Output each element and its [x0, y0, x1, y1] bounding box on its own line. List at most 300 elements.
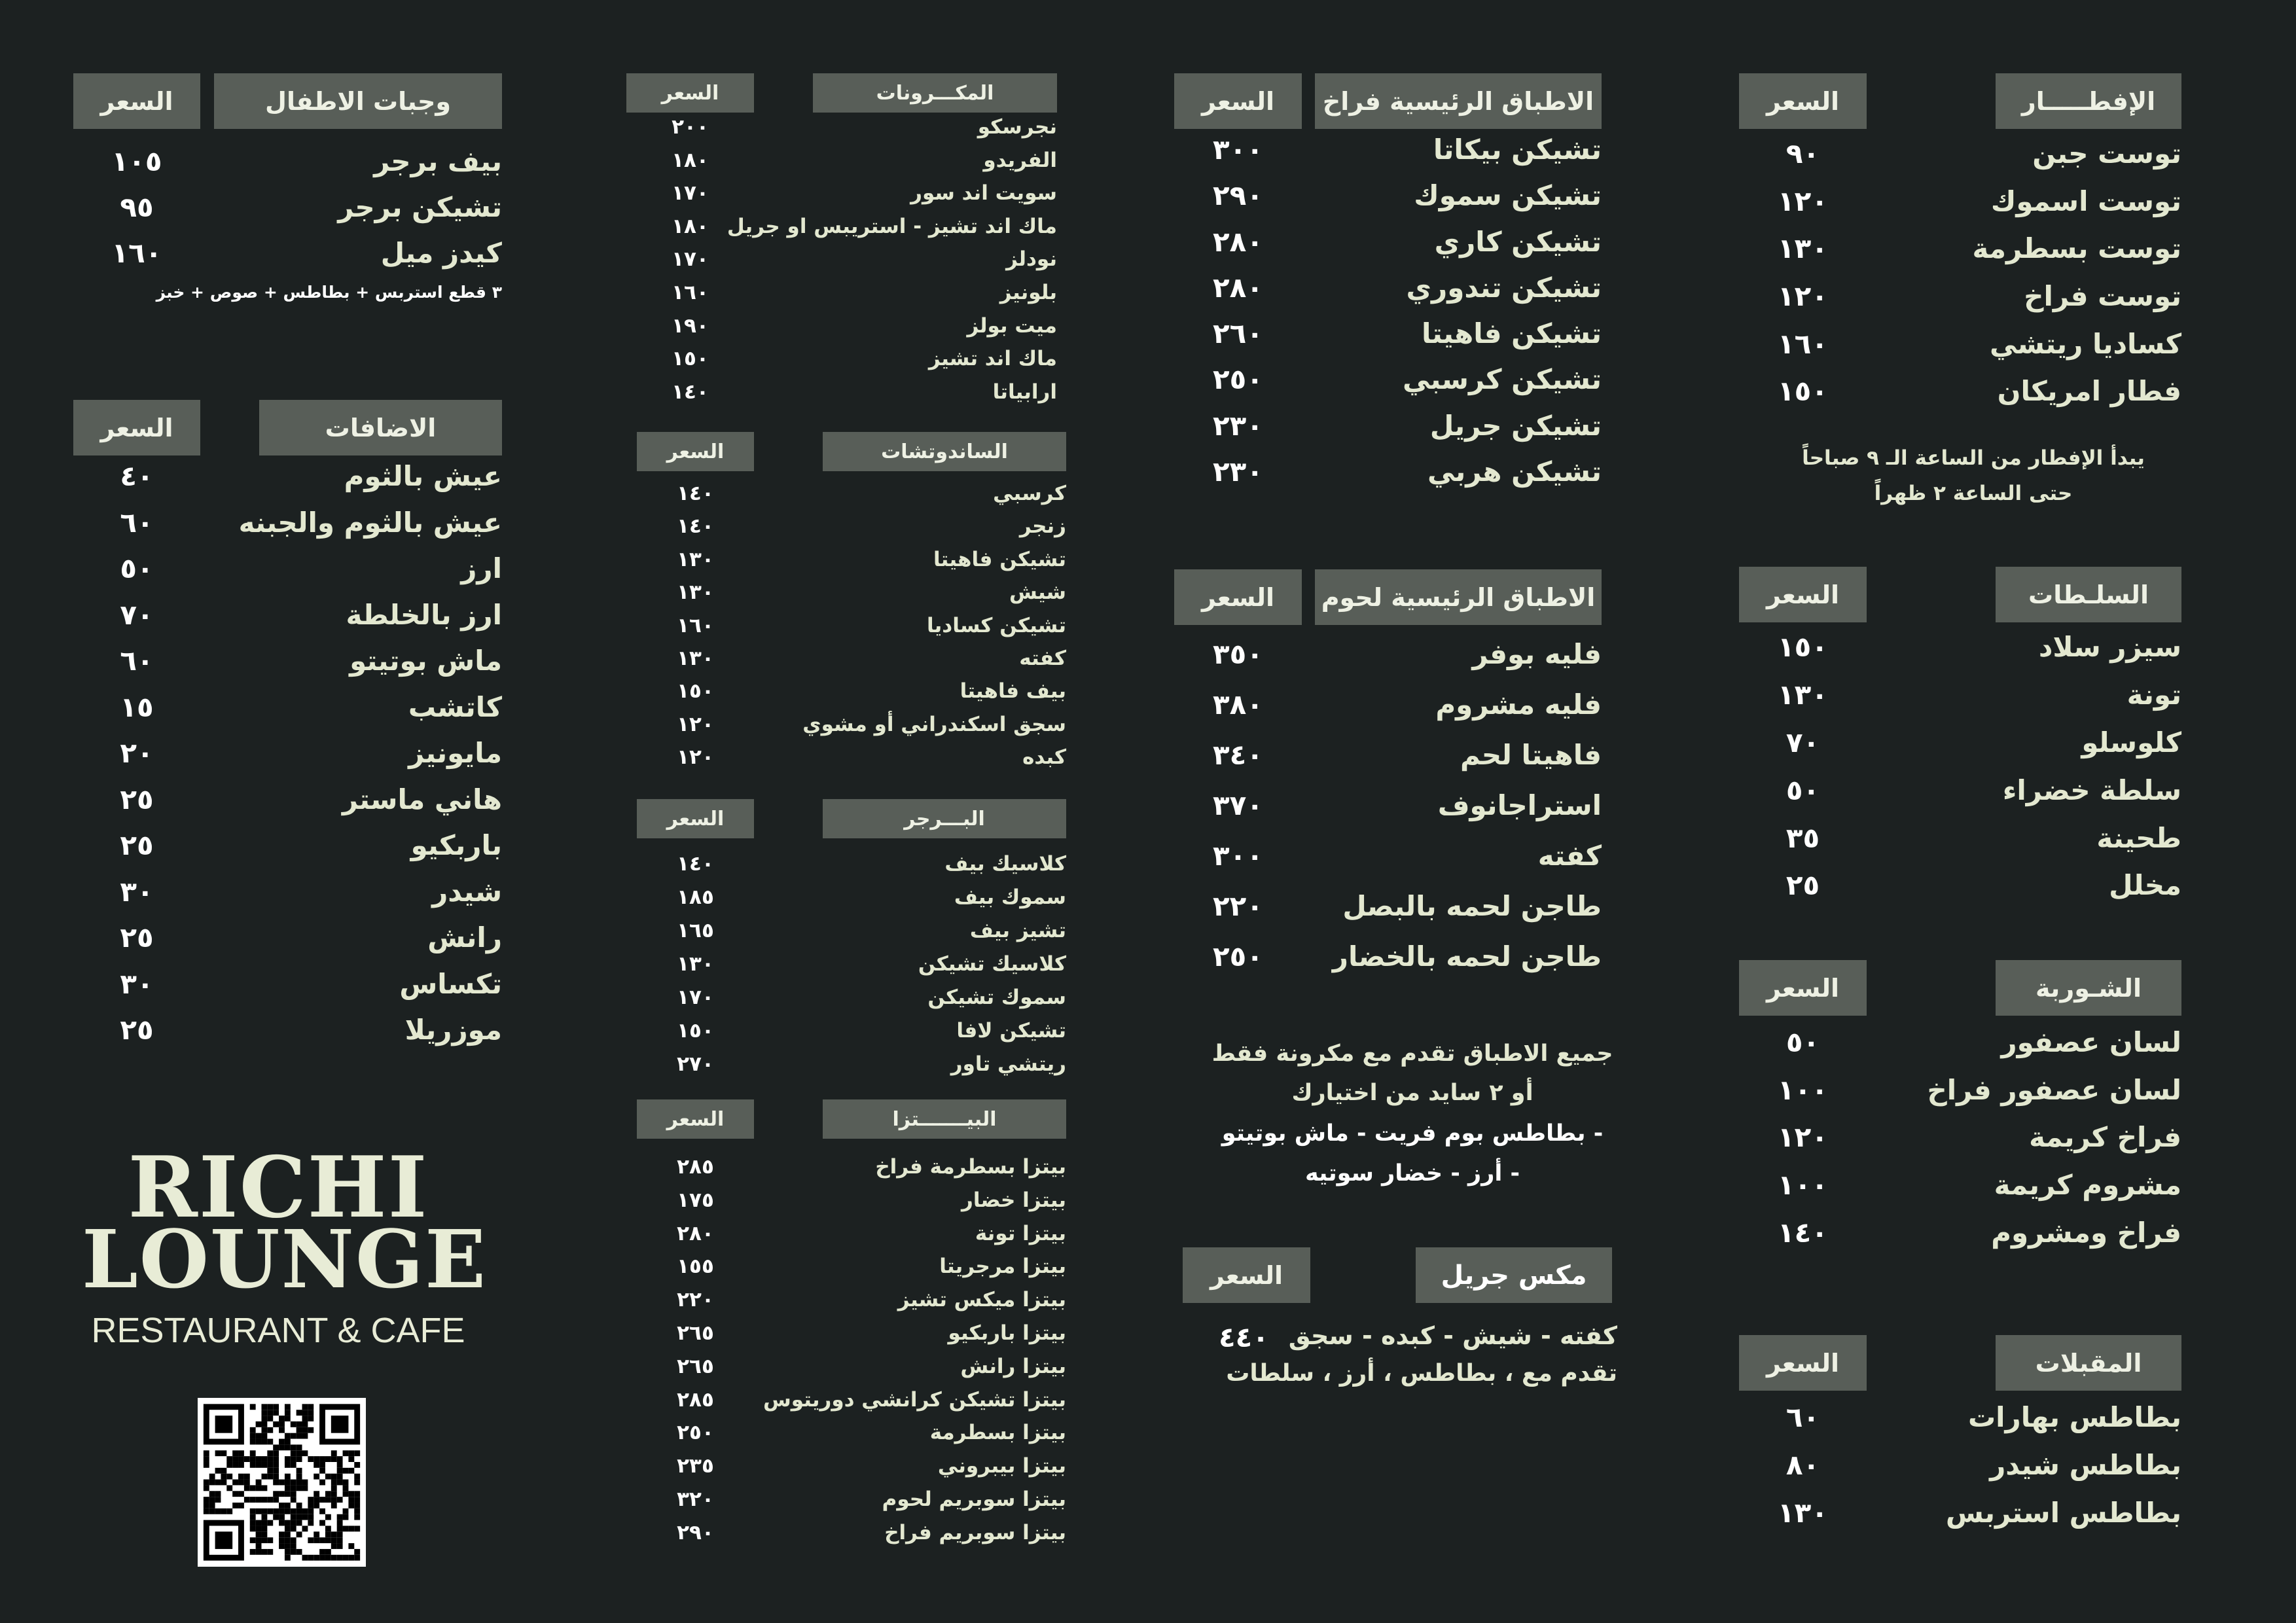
item-name: الفريدو — [983, 148, 1057, 172]
section-title: المكـــرونات — [813, 73, 1057, 113]
item-price: ١٠٠ — [1778, 1073, 1828, 1106]
menu-item — [1174, 363, 1602, 409]
menu-item — [637, 1421, 1066, 1454]
item-price: ١٧٠ — [677, 986, 714, 1009]
item-name: تونة — [2126, 678, 2181, 711]
menu-item — [1739, 328, 2181, 376]
item-price: ١٣٠ — [677, 547, 714, 571]
item-price: ٣٠ — [120, 875, 154, 908]
item-price: ٧٠ — [1785, 726, 1820, 758]
menu-item — [73, 237, 502, 283]
price-header: السعر — [637, 432, 754, 471]
item-list — [1739, 631, 2181, 917]
menu-item — [637, 1019, 1066, 1052]
item-name: فليه بوفر — [1472, 638, 1602, 670]
menu-item — [1739, 679, 2181, 726]
item-name: زنجر — [1019, 514, 1066, 539]
menu-item — [73, 599, 502, 645]
item-name: ارز بالخلطة — [346, 598, 502, 631]
item-price: ٢٥٠ — [1213, 940, 1263, 972]
mains-note-line-2: أو ٢ سايد من اختيارك — [1291, 1080, 1534, 1106]
menu-item — [1174, 455, 1602, 501]
item-list — [637, 852, 1066, 1086]
item-name: عيش بالثوم — [344, 460, 502, 492]
item-name: بطاطس شيدر — [1990, 1449, 2181, 1481]
section-title: الاطباق الرئيسية فراخ — [1315, 73, 1602, 129]
menu-item — [626, 215, 1057, 248]
section-title: الإفطـــــار — [1996, 73, 2181, 129]
item-price: ٣٠ — [120, 967, 154, 1000]
item-name: بيتزا بسطرمة فراخ — [875, 1155, 1066, 1179]
menu-item — [637, 986, 1066, 1019]
item-price: ١٥٠ — [677, 679, 714, 704]
item-price: ٥٠ — [1785, 774, 1820, 806]
menu-item — [626, 247, 1057, 281]
item-name: لسان عصفور فراخ — [1927, 1073, 2181, 1106]
item-price: ١٦٠ — [677, 613, 714, 637]
item-price: ١٧٠ — [672, 247, 709, 272]
item-name: طحينة — [2096, 821, 2181, 854]
item-price: ١٥٠ — [1778, 631, 1828, 663]
item-price: ١٣٠ — [677, 952, 714, 976]
item-name: تشيكن لافا — [956, 1019, 1066, 1043]
item-price: ٥٠ — [1785, 1026, 1820, 1058]
price-header: السعر — [1739, 1335, 1867, 1391]
item-price: ٤٠ — [120, 460, 154, 492]
menu-item — [1739, 869, 2181, 917]
item-price: ٢٨٥ — [677, 1387, 714, 1412]
price-header: السعر — [626, 73, 754, 113]
item-list — [1739, 1026, 2181, 1264]
item-price: ١٣٠ — [1778, 678, 1828, 711]
menu-item — [1739, 631, 2181, 679]
item-name: طاجن لحمه بالخضار — [1332, 940, 1602, 972]
menu-item — [637, 482, 1066, 514]
item-price: ٦٠ — [120, 506, 154, 539]
item-price: ١٢٠ — [1778, 280, 1828, 313]
menu-item — [73, 191, 502, 237]
item-name: ميت بولز — [967, 313, 1057, 338]
menu-item — [1739, 1401, 2181, 1449]
item-price: ٢٥ — [120, 921, 154, 954]
item-price: ١٨٠ — [672, 148, 709, 172]
item-name: شيدر — [432, 875, 502, 908]
menu-item — [637, 713, 1066, 745]
item-name: عيش بالثوم والجبنه — [238, 506, 502, 539]
menu-item — [73, 552, 502, 599]
item-price: ١٥٠ — [672, 347, 709, 371]
item-price: ١٦٠ — [1778, 327, 1828, 360]
item-list — [1739, 1401, 2181, 1544]
item-price: ٥٠ — [120, 552, 154, 584]
item-price: ١٢٠ — [677, 745, 714, 770]
menu-item — [1739, 774, 2181, 822]
menu-item — [637, 952, 1066, 986]
item-name: بيتزا باربكيو — [948, 1321, 1066, 1345]
item-price: ٢٨٠ — [1213, 225, 1263, 258]
menu-item — [73, 645, 502, 691]
mix-grill-contents: كفته - شيش - كبده - سجق — [1288, 1321, 1617, 1350]
item-price: ٢٦٠ — [1213, 317, 1263, 350]
item-name: توست اسموك — [1990, 185, 2181, 217]
item-price: ١٧٠ — [672, 181, 709, 205]
menu-item — [1739, 1026, 2181, 1074]
menu-item — [1739, 232, 2181, 280]
item-price: ٣٥٠ — [1213, 638, 1263, 670]
item-name: فليه مشروم — [1435, 688, 1602, 721]
menu-item — [1739, 726, 2181, 774]
menu-item — [637, 1454, 1066, 1488]
item-price: ٢٥ — [1785, 869, 1820, 902]
menu-item — [637, 919, 1066, 952]
item-name: بيتزا تشيكن كرانشي دوريتوس — [762, 1387, 1066, 1412]
item-price: ١٣٠ — [677, 646, 714, 670]
item-name: ماك اند تشيز - استريبس او جريل — [726, 214, 1057, 238]
item-name: كفته — [1019, 646, 1066, 670]
item-price: ١٥٠ — [1778, 375, 1828, 408]
item-price: ١٦٠ — [111, 237, 162, 269]
item-name: سويت اند سور — [910, 181, 1057, 205]
item-name: تشيكن فاهيتا — [933, 547, 1066, 571]
item-name: لسان عصفور — [2001, 1026, 2181, 1058]
item-name: ارابياتا — [992, 380, 1057, 404]
item-price: ٢٣٥ — [677, 1454, 714, 1478]
menu-item — [73, 507, 502, 553]
item-name: فراخ ومشروم — [1991, 1216, 2181, 1249]
menu-item — [637, 1052, 1066, 1086]
item-price: ٣٥ — [1785, 821, 1820, 854]
menu-item — [73, 691, 502, 738]
item-name: تشيكن هربي — [1427, 455, 1602, 488]
item-name: بيتزا مرجريتا — [939, 1255, 1066, 1279]
item-name: فطار امريكان — [1997, 375, 2181, 408]
item-list — [73, 145, 502, 283]
price-header: السعر — [637, 1099, 754, 1139]
item-name: كلوسلو — [2081, 726, 2181, 758]
item-name: موزريلا — [404, 1014, 502, 1046]
menu-item — [1174, 317, 1602, 363]
item-price: ٢٠ — [120, 737, 154, 769]
item-name: بيتزا تونة — [975, 1221, 1066, 1245]
item-name: فاهيتا لحم — [1460, 739, 1602, 771]
price-header: السعر — [1739, 73, 1867, 129]
item-name: سجق اسكندراني أو مشوي — [802, 712, 1066, 736]
item-name: مايونيز — [408, 737, 502, 769]
menu-item — [73, 145, 502, 191]
item-price: ١٨٥ — [677, 885, 714, 909]
item-price: ٨٠ — [1785, 1449, 1820, 1481]
item-name: سلطة خضراء — [2002, 774, 2181, 806]
item-price: ١٢٠ — [1778, 1121, 1828, 1154]
item-price: ٧٠ — [120, 598, 154, 631]
item-price: ١٠٥ — [111, 145, 162, 177]
item-price: ١٢٠ — [677, 712, 714, 736]
menu-item — [637, 885, 1066, 919]
section-title: البـــرجر — [823, 799, 1066, 838]
menu-item — [637, 1155, 1066, 1188]
item-price: ١٥ — [120, 690, 154, 723]
item-price: ٢٠٠ — [672, 115, 709, 139]
item-name: تشيكن كاري — [1434, 225, 1602, 258]
menu-item — [73, 829, 502, 876]
menu-item — [1739, 1497, 2181, 1544]
item-list — [1739, 137, 2181, 423]
mix-grill-section — [1183, 1247, 1617, 1404]
menu-item — [626, 149, 1057, 182]
item-name: كلاسيك تشيكن — [918, 952, 1066, 976]
menu-item — [626, 347, 1057, 380]
item-price: ١٤٠ — [677, 514, 714, 539]
item-name: مخلل — [2109, 869, 2181, 902]
item-price: ٩٥ — [120, 191, 154, 223]
menu-item — [626, 181, 1057, 215]
menu-item — [1174, 134, 1602, 179]
item-name: استراجانوف — [1437, 789, 1602, 821]
brand-tagline: RESTAURANT & CAFE — [91, 1311, 465, 1350]
item-name: تشيكن تندوري — [1406, 271, 1602, 304]
menu-item — [1739, 280, 2181, 328]
item-name: كاتشب — [408, 690, 502, 723]
item-name: بيتزا بسطرمة — [929, 1421, 1066, 1445]
price-header: السعر — [1739, 567, 1867, 622]
item-name: بيف برجر — [374, 145, 502, 177]
item-name: طاجن لحمه بالبصل — [1342, 890, 1602, 922]
item-name: بيتزا رانش — [960, 1354, 1066, 1378]
item-name: مشروم كريمة — [1994, 1169, 2181, 1202]
menu-item — [637, 580, 1066, 613]
section-title: الساندوتشات — [823, 432, 1066, 471]
price-header: السعر — [73, 73, 200, 129]
item-price: ١٥٥ — [677, 1255, 714, 1279]
item-name: تشيز بيف — [969, 919, 1066, 942]
item-price: ١٤٠ — [1778, 1216, 1828, 1249]
menu-item — [1174, 890, 1602, 940]
menu-item — [637, 1388, 1066, 1421]
section-title: البيـــــــتزا — [823, 1099, 1066, 1139]
item-price: ٢٥٠ — [1213, 363, 1263, 396]
item-price: ٣٨٠ — [1213, 688, 1263, 721]
menu-item — [637, 514, 1066, 547]
item-name: كيدز ميل — [380, 237, 502, 269]
item-price: ٣٠٠ — [1213, 840, 1263, 872]
item-price: ٢٦٥ — [677, 1321, 714, 1345]
item-price: ١٦٥ — [677, 919, 714, 942]
item-name: رانش — [427, 921, 502, 954]
item-price: ٢٨٠ — [677, 1221, 714, 1245]
menu-item — [637, 1355, 1066, 1388]
item-name: نودلز — [1006, 247, 1057, 272]
mains-note-line-4: - أرز - خضار سوتيه — [1304, 1160, 1520, 1186]
menu-item — [637, 1188, 1066, 1222]
menu-item — [637, 1255, 1066, 1288]
item-price: ١٤٠ — [677, 852, 714, 876]
menu-item — [637, 647, 1066, 679]
menu-item — [1739, 1449, 2181, 1497]
item-name: تشيكن جريل — [1429, 409, 1602, 442]
menu-item — [73, 783, 502, 830]
qr-code[interactable] — [198, 1398, 366, 1567]
menu-item — [1739, 1121, 2181, 1169]
menu-item — [1739, 1217, 2181, 1264]
item-price: ٣٧٠ — [1213, 789, 1263, 821]
item-price: ١٤٠ — [672, 380, 709, 404]
item-name: نجرسكو — [977, 115, 1057, 139]
menu-item — [1174, 272, 1602, 317]
item-name: توست جبن — [2032, 137, 2181, 169]
item-price: ٩٠ — [1785, 137, 1820, 169]
item-price: ٢٦٥ — [677, 1354, 714, 1378]
menu-item — [637, 1488, 1066, 1521]
item-name: فراخ كريمة — [2029, 1121, 2181, 1154]
menu-item — [1739, 137, 2181, 185]
item-price: ٦٠ — [120, 645, 154, 677]
item-name: بيتزا ميكس تشيز — [897, 1288, 1066, 1312]
item-name: تشيكن بيكاتا — [1433, 134, 1602, 166]
mains-note-line-1: جميع الاطباق تقدم مع مكرونة فقط — [1211, 1041, 1613, 1067]
item-price: ٢٥ — [120, 829, 154, 861]
section-title: المقبلات — [1996, 1335, 2181, 1391]
item-name: ريتشي تاور — [950, 1052, 1066, 1076]
menu-item — [637, 852, 1066, 885]
menu-item — [1739, 1169, 2181, 1217]
item-name: سموك بيف — [954, 885, 1066, 909]
item-price: ٢٨٠ — [1213, 271, 1263, 304]
section-title: السلـطات — [1996, 567, 2181, 622]
price-header: السعر — [1174, 73, 1302, 129]
menu-item — [1174, 739, 1602, 789]
item-price: ١٦٠ — [672, 280, 709, 304]
item-name: بيتزا سوبريم لحوم — [882, 1487, 1066, 1511]
item-price: ١٩٠ — [672, 313, 709, 338]
item-price: ١٣٠ — [1778, 232, 1828, 265]
item-name: كلاسيك بيف — [944, 852, 1066, 876]
menu-item — [637, 745, 1066, 778]
item-name: بلونيز — [999, 280, 1057, 304]
menu-item — [73, 876, 502, 922]
brand-name-line-1: RICHI — [128, 1139, 429, 1237]
menu-item — [1174, 410, 1602, 455]
item-price: ١٠٠ — [1778, 1169, 1828, 1202]
item-name: توست فراخ — [2024, 280, 2181, 313]
item-name: بيتزا بيبروني — [937, 1454, 1066, 1478]
item-name: توست بسطرمة — [1972, 232, 2181, 265]
menu-item — [637, 1521, 1066, 1554]
mains-note-line-3: - بطاطس بوم فريت - ماش بوتيتو — [1221, 1120, 1604, 1147]
menu-item — [637, 548, 1066, 580]
menu-item — [626, 281, 1057, 314]
menu-item — [626, 314, 1057, 348]
menu-item — [1174, 789, 1602, 840]
item-price: ١٥٠ — [677, 1019, 714, 1043]
item-name: سموك تشيكن — [927, 986, 1066, 1009]
menu-item — [1174, 840, 1602, 890]
mix-grill-price: ٤٤٠ — [1219, 1321, 1269, 1353]
item-price: ٢٩٠ — [677, 1520, 714, 1544]
item-price: ١٢٠ — [1778, 185, 1828, 217]
item-price: ٣٠٠ — [1213, 134, 1263, 166]
item-name: بيتزا خضار — [961, 1188, 1066, 1212]
item-name: تكساس — [399, 967, 502, 1000]
item-price: ٢٩٠ — [1213, 179, 1263, 212]
item-name: كفته — [1537, 840, 1602, 872]
section-title: وجبات الاطفال — [214, 73, 502, 129]
menu-item — [637, 1222, 1066, 1255]
item-price: ٢٢٠ — [1213, 890, 1263, 922]
item-list — [637, 482, 1066, 779]
menu-item — [1739, 1074, 2181, 1122]
menu-item — [1174, 940, 1602, 991]
menu-item — [73, 460, 502, 507]
breakfast-hours-line-2: حتى الساعة ٢ ظهراً — [1874, 482, 2073, 505]
section-title: الاضافات — [259, 400, 502, 455]
price-header: السعر — [1739, 960, 1867, 1016]
item-name: كساديا ريتشي — [1990, 327, 2181, 360]
item-list — [626, 115, 1057, 413]
item-name: ماش بوتيتو — [350, 645, 502, 677]
kids-meal-note: ٣ قطع استربس + بطاطس + صوص + خبز — [156, 283, 502, 302]
item-list — [1174, 638, 1602, 991]
item-price: ١٧٥ — [677, 1188, 714, 1212]
menu-item — [626, 380, 1057, 414]
item-list — [637, 1155, 1066, 1554]
menu-item — [73, 737, 502, 783]
item-name: شيش — [1009, 580, 1066, 605]
item-price: ٢٥٠ — [677, 1421, 714, 1445]
item-price: ٢٢٠ — [677, 1288, 714, 1312]
item-price: ١٣٠ — [677, 580, 714, 605]
item-price: ٣٤٠ — [1213, 739, 1263, 771]
price-header: السعر — [73, 400, 200, 455]
item-name: تشيكن سموك — [1414, 179, 1602, 212]
item-name: باربكيو — [410, 829, 502, 861]
price-header: السعر — [637, 799, 754, 838]
menu-item — [73, 921, 502, 968]
item-name: بطاطس استربس — [1945, 1497, 2181, 1529]
item-list — [1174, 134, 1602, 501]
menu-item — [1739, 822, 2181, 870]
menu-item — [1174, 226, 1602, 272]
item-price: ٢٨٥ — [677, 1155, 714, 1179]
item-list — [73, 460, 502, 1060]
price-header: السعر — [1174, 569, 1302, 625]
menu-item — [637, 614, 1066, 647]
menu-item — [1739, 375, 2181, 423]
item-name: بيتزا سوبريم فراخ — [884, 1520, 1066, 1544]
item-price: ٢٣٠ — [1213, 409, 1263, 442]
price-header: السعر — [1183, 1247, 1310, 1303]
menu-item — [1174, 179, 1602, 225]
item-name: سيزر سلاد — [2038, 631, 2181, 663]
item-price: ٢٣٠ — [1213, 455, 1263, 488]
item-name: تشيكن برجر — [338, 191, 502, 223]
menu-item — [637, 1321, 1066, 1355]
item-name: ماك اند تشيز — [928, 347, 1057, 371]
brand-name-line-2: LOUNGE — [82, 1212, 488, 1306]
item-price: ٢٥ — [120, 1014, 154, 1046]
mix-grill-served-with: تقدم مع ، بطاطس ، أرز ، سلطات — [1226, 1360, 1617, 1387]
item-price: ٢٥ — [120, 783, 154, 815]
item-name: كبده — [1022, 745, 1066, 770]
item-price: ٢٧٠ — [677, 1052, 714, 1076]
menu-item — [1174, 638, 1602, 688]
section-title: الشـوربة — [1996, 960, 2181, 1016]
item-name: ارز — [461, 552, 502, 584]
item-name: بيف فاهيتا — [960, 679, 1066, 704]
menu-item — [1174, 688, 1602, 739]
item-name: تشيكن كرسبي — [1403, 363, 1602, 396]
breakfast-hours-line-1: يبدأ الإفطار من الساعة الـ ٩ صباحاً — [1802, 446, 2145, 470]
item-name: بطاطس بهارات — [1967, 1401, 2181, 1433]
